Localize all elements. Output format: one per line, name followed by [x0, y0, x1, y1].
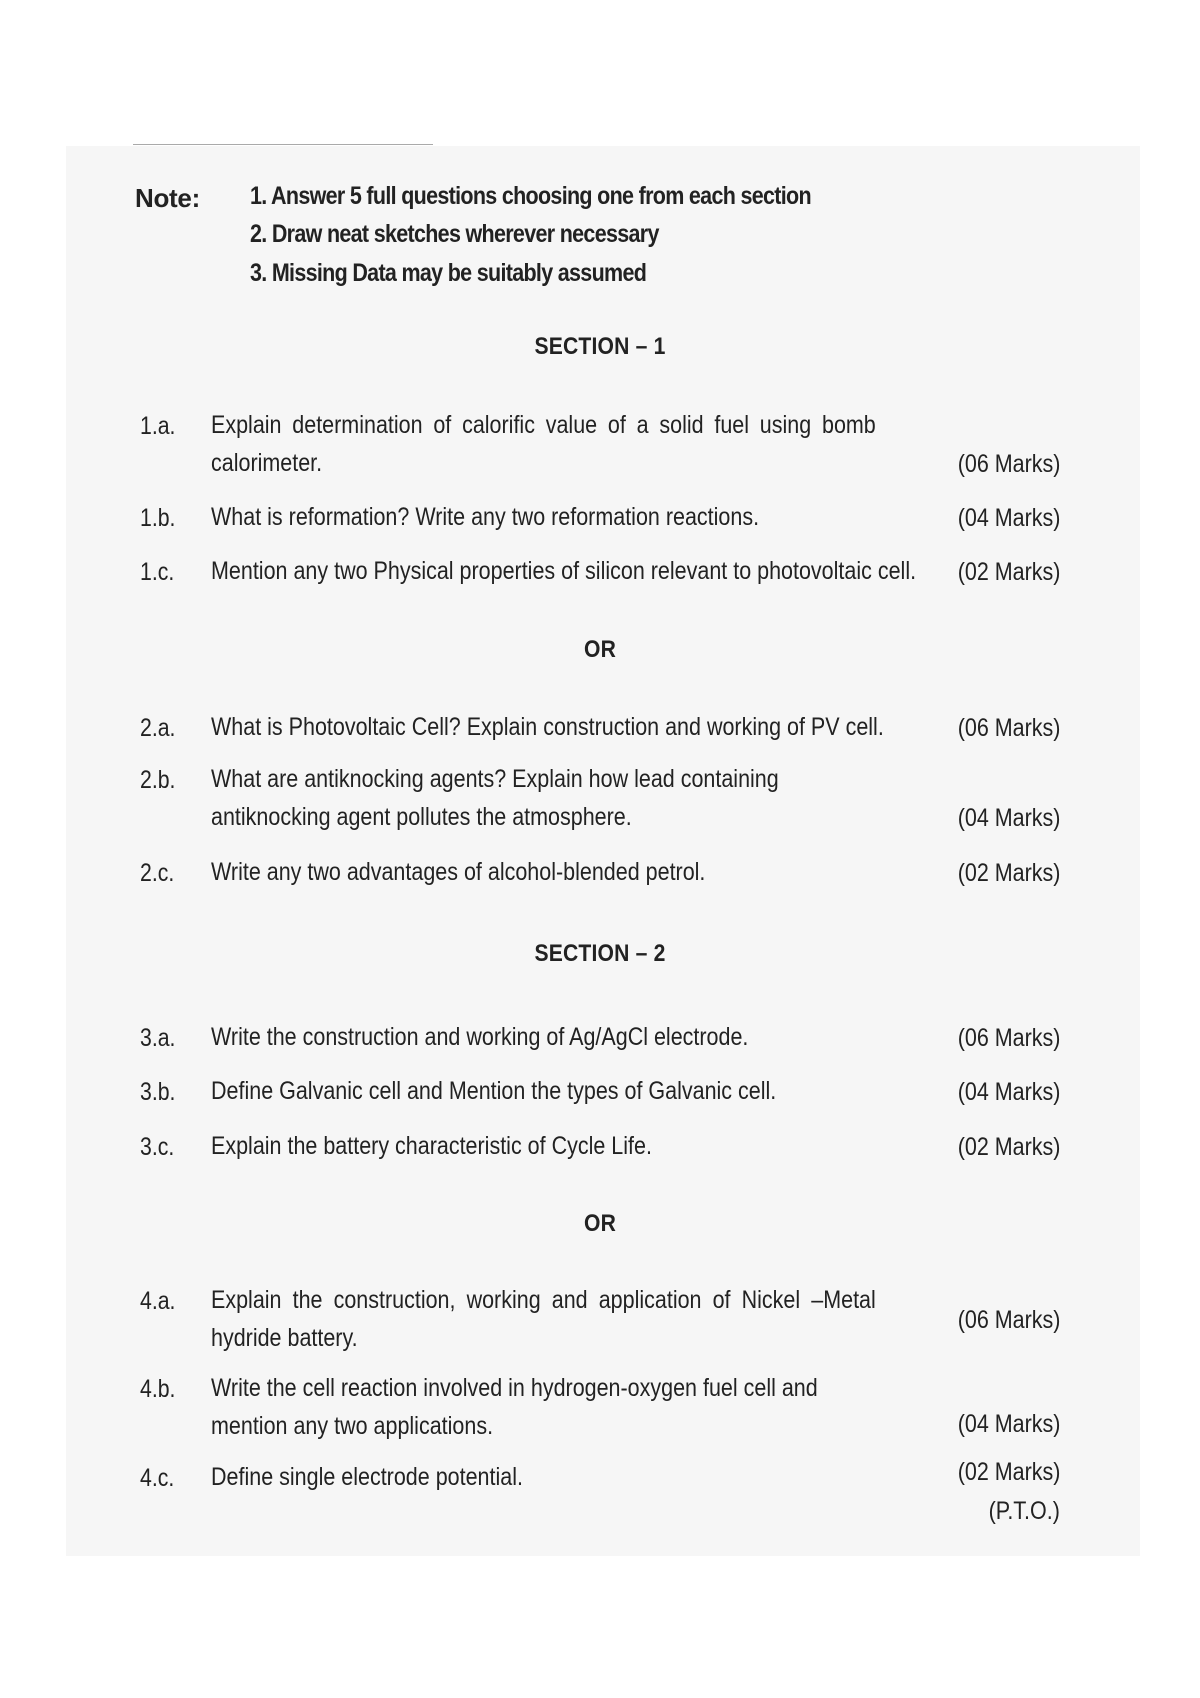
question-marks: (06 Marks): [957, 1306, 1060, 1334]
question-text: What are antiknocking agents? Explain how lead containing antiknocking agent pollutes the atmosphere.: [211, 765, 779, 831]
question-marks: (04 Marks): [957, 1410, 1060, 1438]
or-divider: OR: [583, 636, 617, 663]
question-number: 3.b.: [140, 1078, 176, 1106]
note-item-2: 2. Draw neat sketches wherever necessary: [250, 220, 659, 248]
question-number: 2.b.: [140, 766, 176, 794]
question-text: Explain determination of calorific value of a solid fuel using bomb calorimeter.: [211, 411, 876, 477]
question-text: What is reformation? Write any two reformation reactions.: [211, 503, 760, 531]
question-number: 3.c.: [140, 1133, 175, 1161]
question-text: Mention any two Physical properties of silicon relevant to photovoltaic cell.: [211, 557, 917, 585]
question-marks: (04 Marks): [957, 804, 1060, 832]
question-number: 2.a.: [140, 714, 176, 742]
or-divider: OR: [583, 1210, 617, 1237]
question-text: Write the construction and working of Ag/AgCl electrode.: [211, 1023, 749, 1051]
question-text: Explain the construction, working and application of Nickel –Metal hydride battery.: [211, 1286, 876, 1352]
question-text: What is Photovoltaic Cell? Explain construction and working of PV cell.: [211, 713, 884, 741]
question-number: 2.c.: [140, 859, 175, 887]
section-2-heading: SECTION – 2: [534, 940, 666, 967]
question-marks: (06 Marks): [957, 714, 1060, 742]
question-marks: (02 Marks): [957, 1458, 1060, 1486]
question-number: 3.a.: [140, 1024, 176, 1052]
question-number: 4.c.: [140, 1464, 175, 1492]
question-text: Explain the battery characteristic of Cycle Life.: [211, 1132, 652, 1160]
question-marks: (04 Marks): [957, 504, 1060, 532]
question-number: 1.b.: [140, 504, 176, 532]
top-rule: [133, 144, 433, 145]
question-text: Write any two advantages of alcohol-blended petrol.: [211, 858, 706, 886]
question-text: Write the cell reaction involved in hydrogen-oxygen fuel cell and mention any two applications.: [211, 1374, 818, 1440]
section-1-heading: SECTION – 1: [534, 333, 666, 360]
note-label: Note:: [135, 183, 200, 213]
question-number: 1.c.: [140, 558, 175, 586]
question-text: Define single electrode potential.: [211, 1463, 523, 1491]
question-number: 4.b.: [140, 1375, 176, 1403]
question-marks: (02 Marks): [957, 558, 1060, 586]
note-item-3: 3. Missing Data may be suitably assumed: [250, 259, 647, 287]
question-number: 4.a.: [140, 1287, 176, 1315]
question-marks: (06 Marks): [957, 1024, 1060, 1052]
question-text: Define Galvanic cell and Mention the types of Galvanic cell.: [211, 1077, 777, 1105]
question-number: 1.a.: [140, 412, 176, 440]
note-item-1: 1. Answer 5 full questions choosing one from each section: [250, 182, 811, 210]
question-marks: (02 Marks): [957, 859, 1060, 887]
question-marks: (06 Marks): [957, 450, 1060, 478]
question-marks: (04 Marks): [957, 1078, 1060, 1106]
pto-note: (P.T.O.): [988, 1497, 1060, 1525]
question-marks: (02 Marks): [957, 1133, 1060, 1161]
